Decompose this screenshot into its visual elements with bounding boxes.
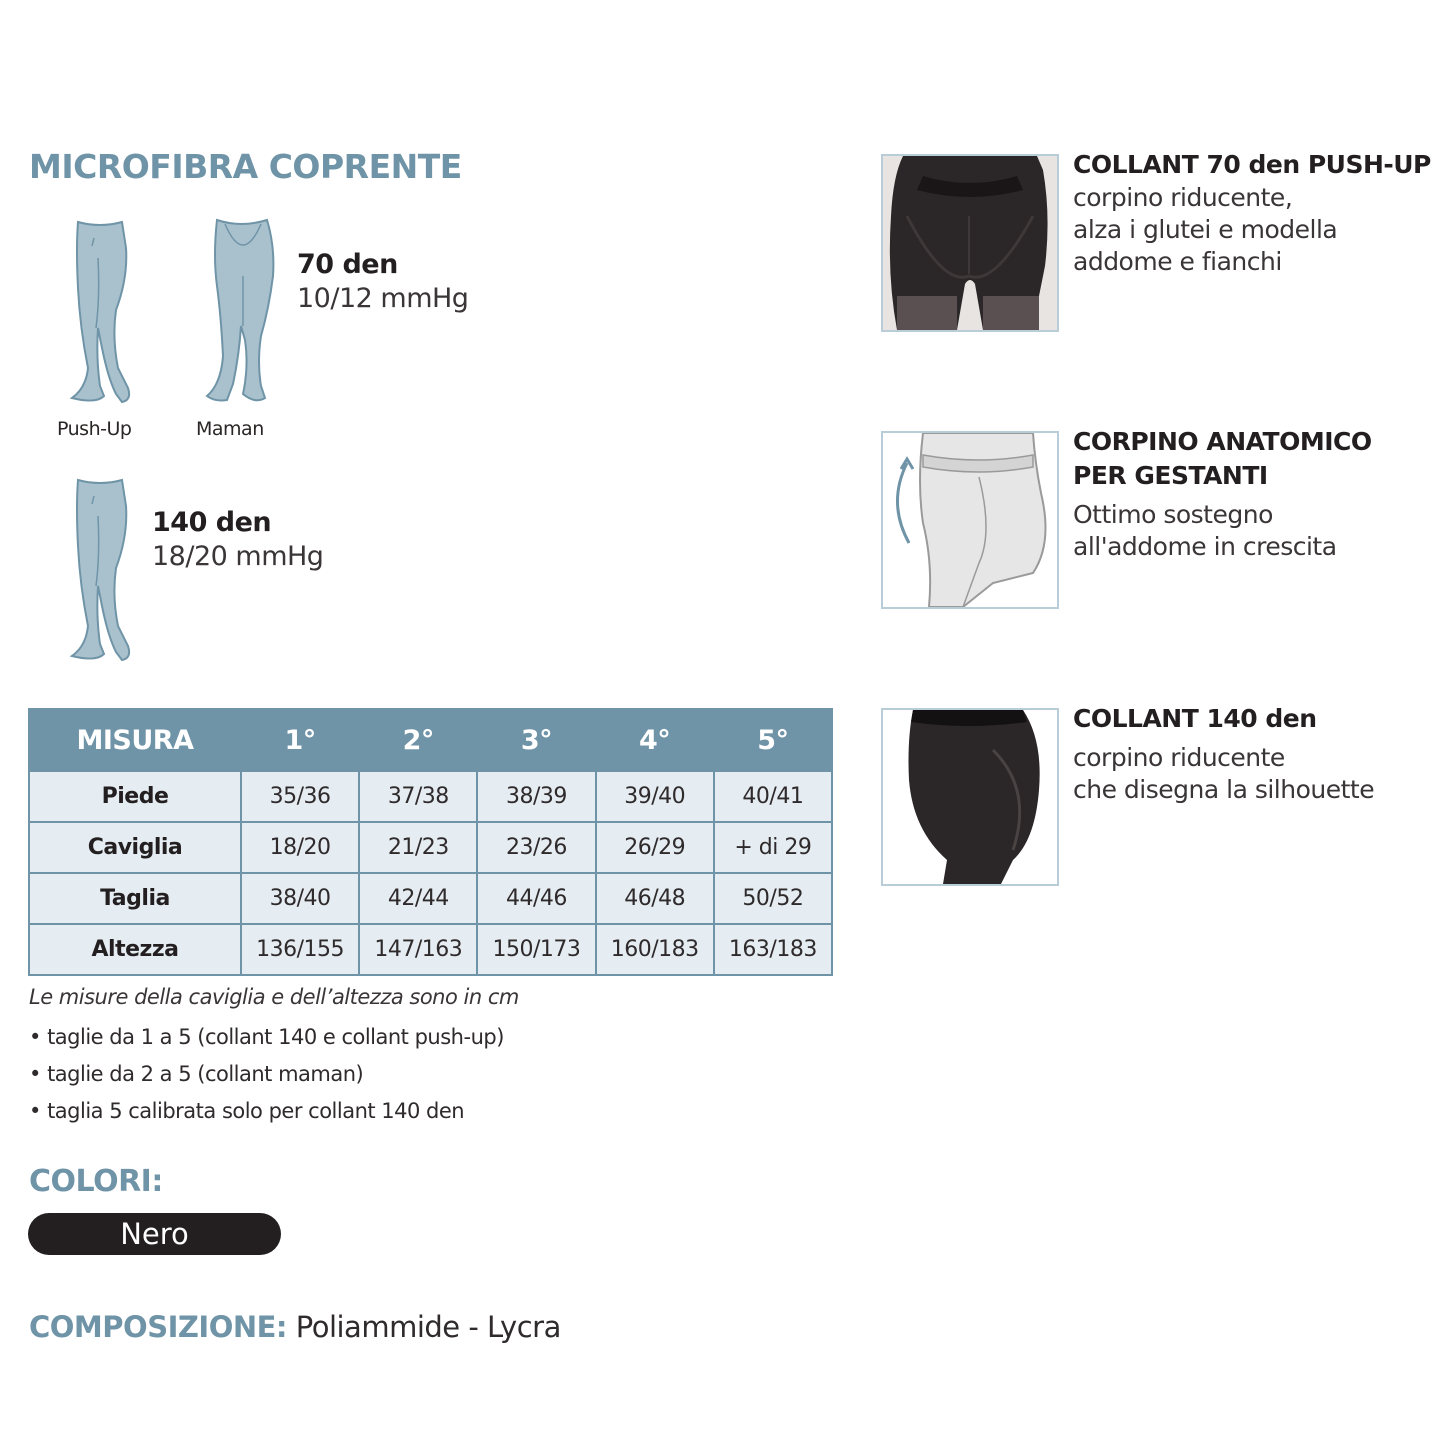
table-cell: + di 29 <box>714 822 832 873</box>
table-cell: 46/48 <box>596 873 714 924</box>
table-cell: 18/20 <box>241 822 359 873</box>
product-description: corpino riducente, alza i glutei e modella addome e fianchi <box>1073 183 1338 276</box>
header-size-5: 5° <box>714 709 832 771</box>
row-label: Piede <box>29 771 241 822</box>
product-title: COLLANT 70 den PUSH-UP <box>1073 150 1431 179</box>
table-row <box>29 771 832 822</box>
den-70-value: 70 den <box>297 249 398 280</box>
product-description: Ottimo sostegno all'addome in crescita <box>1073 500 1337 561</box>
row-label: Taglia <box>29 873 241 924</box>
product-collant-140-text <box>1073 702 1433 806</box>
header-misura: MISURA <box>29 709 241 771</box>
table-row <box>29 822 832 873</box>
measurement-note: Le misure della caviglia e dell’altezza sono in cm <box>29 985 519 1009</box>
colori-heading: COLORI: <box>29 1164 163 1199</box>
table-cell: 35/36 <box>241 771 359 822</box>
table-cell: 150/173 <box>477 924 595 975</box>
table-cell: 160/183 <box>596 924 714 975</box>
product-image-corpino-gestanti <box>881 431 1059 609</box>
list-item: • taglie da 2 a 5 (collant maman) <box>29 1060 504 1097</box>
pushup-legs-illustration <box>66 218 134 408</box>
table-cell: 37/38 <box>359 771 477 822</box>
product-push-up-text <box>1073 148 1433 278</box>
product-image-collant-140 <box>881 708 1059 886</box>
product-image-push-up <box>881 154 1059 332</box>
row-label: Caviglia <box>29 822 241 873</box>
composition-line <box>29 1310 561 1344</box>
table-row <box>29 873 832 924</box>
size-table-header-row <box>29 709 832 771</box>
table-cell: 38/40 <box>241 873 359 924</box>
size-table <box>28 708 833 976</box>
den-140-value: 140 den <box>152 507 272 538</box>
composition-value: Poliammide - Lycra <box>295 1310 561 1344</box>
header-size-3: 3° <box>477 709 595 771</box>
den140-legs-illustration <box>66 476 134 666</box>
den-70-block <box>297 248 468 316</box>
table-cell: 136/155 <box>241 924 359 975</box>
table-cell: 42/44 <box>359 873 477 924</box>
table-cell: 39/40 <box>596 771 714 822</box>
den-140-block <box>152 506 323 574</box>
den-140-pressure: 18/20 mmHg <box>152 541 324 572</box>
size-notes-list <box>29 1023 504 1134</box>
header-size-1: 1° <box>241 709 359 771</box>
table-row <box>29 924 832 975</box>
table-cell: 163/183 <box>714 924 832 975</box>
page-title: MICROFIBRA COPRENTE <box>29 147 462 186</box>
table-cell: 44/46 <box>477 873 595 924</box>
table-cell: 147/163 <box>359 924 477 975</box>
header-size-2: 2° <box>359 709 477 771</box>
table-cell: 50/52 <box>714 873 832 924</box>
product-corpino-text <box>1073 425 1433 563</box>
color-swatch-nero: Nero <box>28 1213 281 1255</box>
maman-legs-illustration <box>203 216 277 406</box>
table-cell: 40/41 <box>714 771 832 822</box>
list-item: • taglia 5 calibrata solo per collant 140 den <box>29 1097 504 1134</box>
table-cell: 23/26 <box>477 822 595 873</box>
maman-label: Maman <box>196 418 264 440</box>
table-cell: 21/23 <box>359 822 477 873</box>
table-cell: 26/29 <box>596 822 714 873</box>
product-description: corpino riducente che disegna la silhouette <box>1073 743 1375 804</box>
header-size-4: 4° <box>596 709 714 771</box>
row-label: Altezza <box>29 924 241 975</box>
product-title: COLLANT 140 den <box>1073 704 1317 733</box>
list-item: • taglie da 1 a 5 (collant 140 e collant push-up) <box>29 1023 504 1060</box>
product-title: CORPINO ANATOMICO PER GESTANTI <box>1073 427 1372 490</box>
table-cell: 38/39 <box>477 771 595 822</box>
den-70-pressure: 10/12 mmHg <box>297 283 469 314</box>
pushup-label: Push-Up <box>57 418 132 440</box>
composition-label: COMPOSIZIONE: <box>29 1310 288 1344</box>
